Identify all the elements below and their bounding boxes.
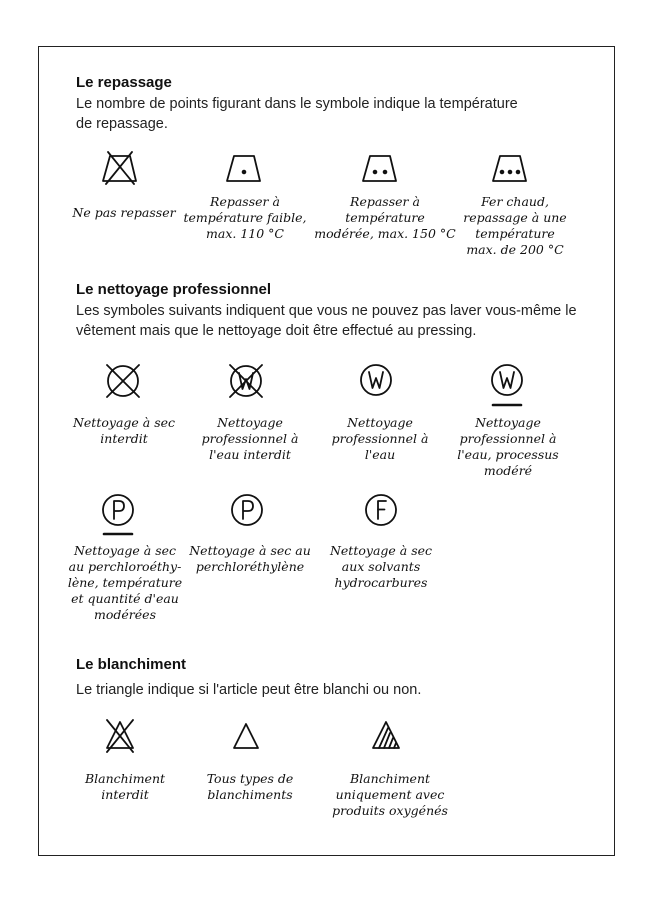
circle-w-underlined-icon (487, 360, 527, 410)
label-blanchiment-produits-oxygenes: Blanchiment uniquement avec produits oxygénés (332, 771, 448, 818)
circle-p-icon (227, 490, 267, 530)
label-fer-chaud: Fer chaud, repassage à une température max. de 200 °C (463, 194, 567, 257)
label-tous-types-blanchiments: Tous types de blanchiments (206, 771, 294, 802)
section-heading-bleaching: Le blanchiment (76, 656, 187, 673)
label-nettoyage-a-sec-interdit: Nettoyage à sec interdit (72, 415, 176, 446)
label-nettoyage-perchloroethylene-modere: Nettoyage à sec au perchloroéthy- lène, température et quantité d'eau modérées (67, 543, 183, 622)
label-nettoyage-eau-modere: Nettoyage professionnel à l'eau, processus modéré (457, 415, 559, 478)
label-repasser-temperature-faible: Repasser à température faible, max. 110 °C (183, 194, 307, 241)
triangle-crossed-icon (100, 716, 140, 756)
section-text-ironing-line1: Le nombre de points figurant dans le symbole indique la température (76, 96, 518, 112)
iron-crossed-icon (98, 148, 142, 186)
section-heading-professional-cleaning: Le nettoyage professionnel (76, 281, 272, 298)
section-text-professional-cleaning-line2: vêtement mais que le nettoyage doit être effectué au pressing. (76, 323, 477, 339)
circle-f-icon (361, 490, 401, 530)
label-nettoyage-eau: Nettoyage professionnel à l'eau (331, 415, 429, 462)
label-nettoyage-eau-interdit: Nettoyage professionnel à l'eau interdit (201, 415, 299, 462)
iron-two-dots-icon (358, 148, 402, 186)
section-text-bleaching-line1: Le triangle indique si l'article peut être blanchi ou non. (76, 682, 422, 698)
section-text-ironing-line2: de repassage. (76, 116, 168, 132)
label-blanchiment-interdit: Blanchiment interdit (84, 771, 166, 802)
label-ne-pas-repasser: Ne pas repasser (72, 205, 176, 220)
iron-one-dot-icon (222, 148, 266, 186)
iron-three-dots-icon (488, 148, 532, 186)
circle-w-icon (356, 360, 396, 400)
label-nettoyage-perchlorethylene: Nettoyage à sec au perchloréthylène (189, 543, 311, 574)
triangle-striped-icon (366, 716, 406, 756)
circle-crossed-icon (101, 359, 145, 403)
label-repasser-temperature-moderee: Repasser à température modérée, max. 150 °C (314, 194, 456, 241)
section-heading-ironing: Le repassage (76, 74, 172, 91)
circle-w-crossed-icon (224, 359, 268, 403)
circle-p-underlined-icon (98, 490, 138, 540)
triangle-icon (226, 716, 266, 756)
label-nettoyage-hydrocarbures: Nettoyage à sec aux solvants hydrocarbures (329, 543, 433, 590)
section-text-professional-cleaning-line1: Les symboles suivants indiquent que vous ne pouvez pas laver vous-même le (76, 303, 577, 319)
